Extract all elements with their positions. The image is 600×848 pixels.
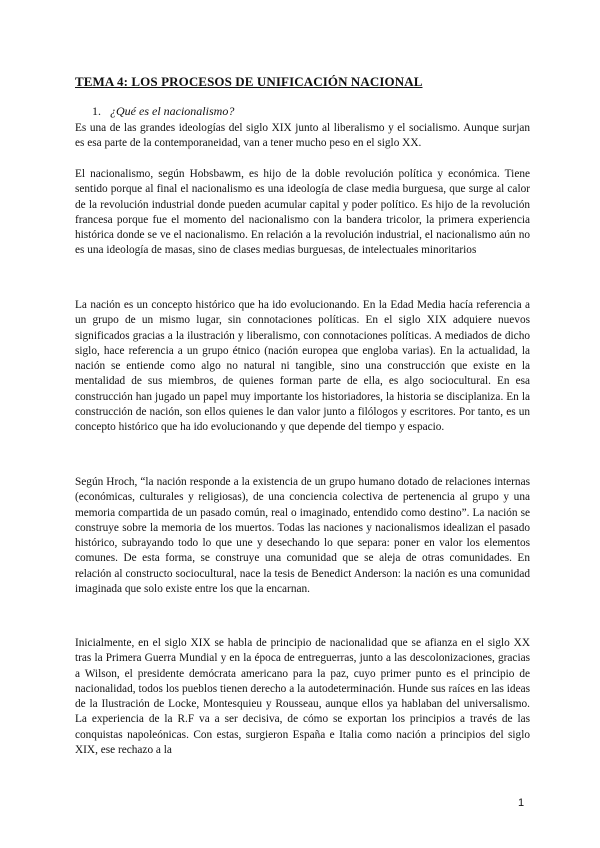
paragraph-hobsbawm: El nacionalismo, según Hobsbawm, es hijo de la doble revolución política y económica. Tiene sentido porque al final el nacionalismo es una ideología de clase media burguesa, que surge al calor de la revolución industrial donde pueden acumular capital y poder político. Es hijo de la revolución francesa porque fue el momento del nacionalismo con la bandera tricolor, la primera experiencia histórica donde se ve el nacionalismo. En relación a la revolución industrial, el nacionalismo aún no es una ideología de masas, sino de clases medias burguesas, de intelectuales minoritarios bbox=[75, 168, 530, 257]
section-heading bbox=[92, 104, 234, 119]
page-number: 1 bbox=[518, 797, 525, 809]
paragraph-intro: Es una de las grandes ideologías del siglo XIX junto al liberalismo y el socialismo. Aunque surjan es esa parte de la contemporaneidad, van a tener mucho peso en el siglo XX. bbox=[75, 122, 530, 150]
paragraph-nation-concept: La nación es un concepto histórico que ha ido evolucionando. En la Edad Media hacía referencia a un grupo de un mismo lugar, sin connotaciones políticas. En el siglo XIX adquiere nuevos significados gracias a la ilustración y liberalismo, con connotaciones políticas. A mediados de dicho siglo, hace referencia a un grupo étnico (nación europea que engloba varias). En la actualidad, la nación se entiende como algo no natural ni tangible, sino una construcción que existe en la mentalidad de sus miembros, de quienes forman parte de ella, es algo sociocultural. En esa construcción han jugado un papel muy importante los historiadores, la historia se disciplaniza. En la construcción de nación, son ellos quienes le dan valor junto a filólogos y escritores. Por tanto, es un concepto histórico que ha ido evolucionando y que depende del tiempo y espacio. bbox=[75, 299, 530, 434]
section-number: 1. bbox=[92, 104, 101, 118]
section-heading-text: ¿Qué es el nacionalismo? bbox=[110, 104, 235, 118]
paragraph-principle-nationality: Inicialmente, en el siglo XIX se habla de principio de nacionalidad que se afianza en el siglo XX tras la Primera Guerra Mundial y en la época de entreguerras, junto a las descolonizaciones, gracias a Wilson, el presidente demócrata americano para la paz, cuyo primer punto es el principio de nacionalidad, todos los pueblos tienen derecho a la autodeterminación. Hunde sus raíces en las ideas de la Ilustración de Locke, Montesquieu y Rousseau, aunque ellos ya hablaban del universalismo. La experiencia de la R.F va a ser decisiva, de cómo se exportan los principios a través de las conquistas napoleónicas. Con estas, surgieron España e Italia como nación a principios del siglo XIX, ese rechazo a la bbox=[75, 637, 530, 757]
paragraph-hroch: Según Hroch, “la nación responde a la existencia de un grupo humano dotado de relaciones internas (económicas, culturales y religiosas), de una conciencia colectiva de pertenencia al grupo y una memoria compartida de un pasado común, real o imaginado, entendido como destino”. La nación se construye sobre la memoria de los muertos. Todas las naciones y nacionalismos idealizan el pasado histórico, subrayando todo lo que une y desechando lo que separa: poner en valor los elementos comunes. De esta forma, se construye una comunidad que se aleja de otras comunidades. En relación al constructo sociocultural, nace la tesis de Benedict Anderson: la nación es una comunidad imaginada que solo existe entre los que la encarnan. bbox=[75, 476, 530, 596]
document-title: TEMA 4: LOS PROCESOS DE UNIFICACIÓN NACIONAL bbox=[75, 74, 423, 89]
